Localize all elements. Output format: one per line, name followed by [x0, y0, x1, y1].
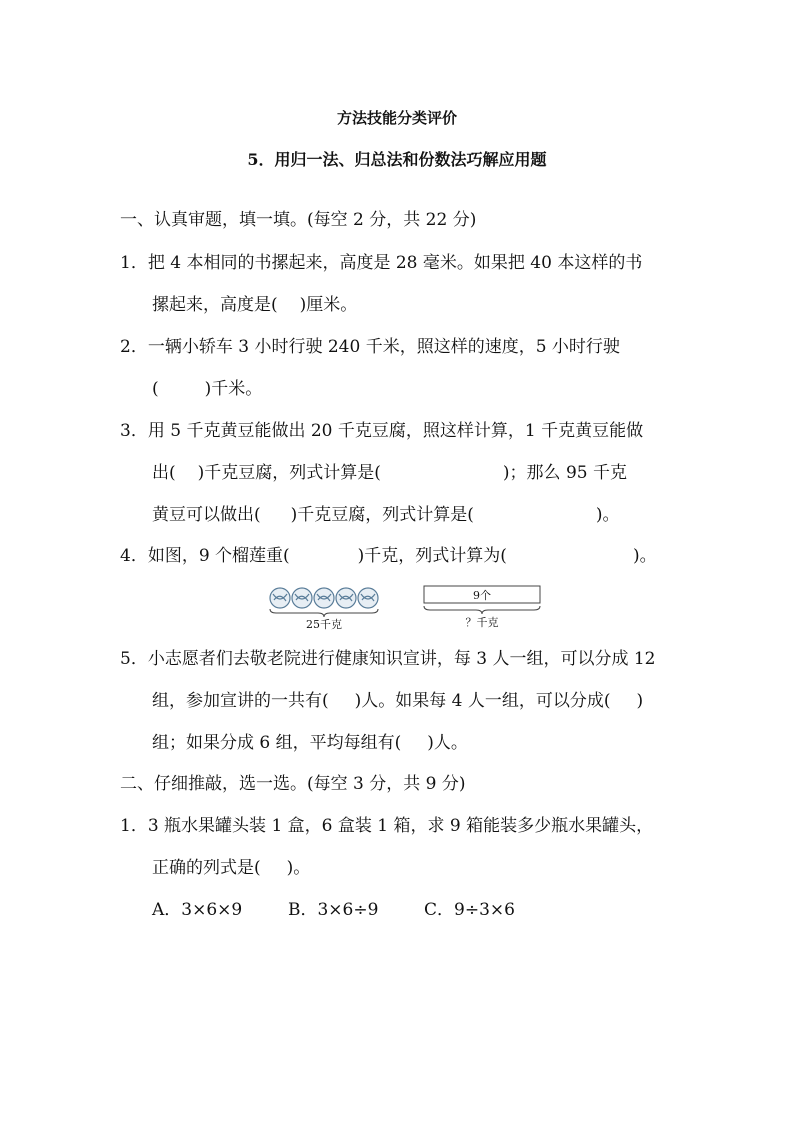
- q3-text-f: )。: [595, 505, 620, 525]
- q3-line2: [152, 462, 627, 484]
- q3-line3: [152, 504, 620, 526]
- durian-icon: [270, 588, 290, 608]
- q4-text-b: )千克，列式计算为(: [357, 546, 507, 566]
- right-brace: [424, 606, 540, 614]
- q4-text-a: 4．如图，9 个榴莲重(: [120, 546, 290, 566]
- q5-text-b: )人。如果每 4 人一组，可以分成(: [354, 691, 611, 711]
- s2-q1-line2: [152, 857, 310, 879]
- left-brace-label: 25千克: [306, 618, 342, 631]
- bar-box-label: 9个: [473, 589, 491, 602]
- page-subtitle: 5．用归一法、归总法和份数法巧解应用题: [247, 150, 547, 169]
- q5-text-a: 组，参加宣讲的一共有(: [152, 691, 329, 711]
- q3-text-a: 出(: [152, 463, 176, 483]
- page-title: 方法技能分类评价: [336, 109, 457, 127]
- q1-line1: 1．把 4 本相同的书摞起来，高度是 28 毫米。如果把 40 本这样的书: [120, 253, 643, 273]
- q4-line1: [120, 545, 657, 567]
- durian-icon: [292, 588, 312, 608]
- s2-q1-text-a: 正确的列式是(: [152, 858, 261, 878]
- q3-text-e: )千克豆腐，列式计算是(: [290, 505, 474, 525]
- durian-icon: [358, 588, 378, 608]
- q2-text-b: )千米。: [204, 379, 263, 399]
- q5-text-d: 组；如果分成 6 组，平均每组有(: [152, 733, 402, 753]
- q5-text-e: )人。: [427, 733, 468, 753]
- q2-line2: [152, 378, 262, 400]
- durian-figure: [266, 582, 550, 632]
- q3-text-c: )；那么 95 千克: [502, 463, 627, 483]
- durian-icons: [270, 588, 378, 608]
- q3-text-d: 黄豆可以做出(: [152, 505, 261, 525]
- q2-line1: 2．一辆小轿车 3 小时行驶 240 千米，照这样的速度，5 小时行驶: [120, 337, 620, 357]
- q4-text-c: )。: [632, 546, 657, 566]
- q3-text-b: )千克豆腐，列式计算是(: [197, 463, 381, 483]
- q5-text-c: ): [636, 691, 644, 711]
- q1-text-b: )厘米。: [299, 295, 358, 315]
- s2-q1-option-c[interactable]: C．9÷3×6: [424, 900, 515, 920]
- right-brace-label: ？千克: [465, 616, 499, 629]
- q1-line2: [152, 294, 357, 316]
- q5-line1: 5．小志愿者们去敬老院进行健康知识宣讲，每 3 人一组，可以分成 12: [120, 649, 656, 669]
- s2-q1-option-b[interactable]: B．3×6÷9: [288, 900, 379, 920]
- q5-line2: [152, 690, 643, 712]
- s2-q1-option-a[interactable]: A．3×6×9: [152, 900, 243, 920]
- left-brace: [270, 609, 378, 617]
- q1-text-a: 摞起来，高度是(: [152, 295, 278, 315]
- section1-heading: 一、认真审题，填一填。(每空 2 分，共 22 分): [120, 210, 477, 230]
- durian-icon: [336, 588, 356, 608]
- q3-line1: 3．用 5 千克黄豆能做出 20 千克豆腐，照这样计算，1 千克黄豆能做: [120, 421, 644, 441]
- section2-heading: 二、仔细推敲，选一选。(每空 3 分，共 9 分): [120, 774, 466, 794]
- s2-q1-text-b: )。: [286, 858, 311, 878]
- durian-icon: [314, 588, 334, 608]
- s2-q1-line1: 1．3 瓶水果罐头装 1 盒，6 盒装 1 箱，求 9 箱能装多少瓶水果罐头，: [120, 816, 654, 836]
- q5-line3: [152, 732, 468, 754]
- q2-text-a: (: [152, 379, 159, 399]
